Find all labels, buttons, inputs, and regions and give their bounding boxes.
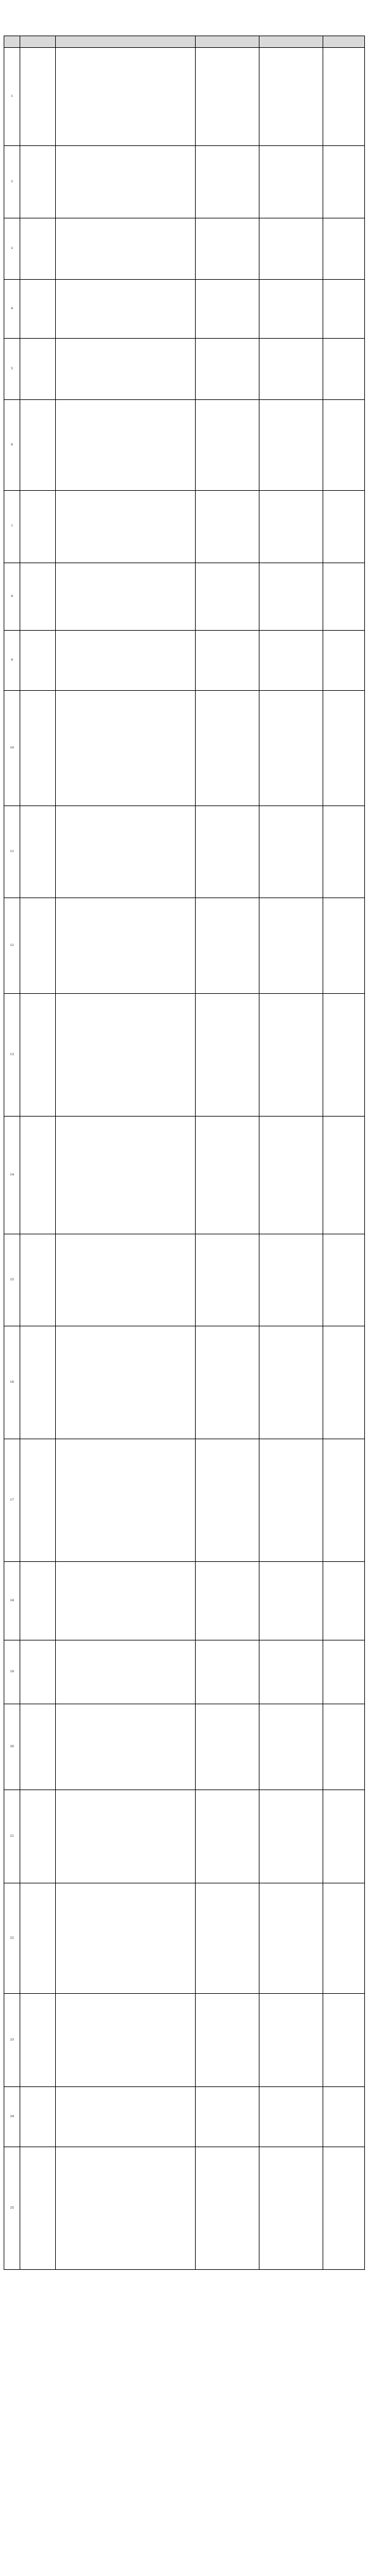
table-row [4,1439,365,1562]
cell-2021-target [196,146,259,218]
cell-item-name [20,691,56,806]
cell-2021-target [196,1439,259,1562]
cell-2022-target [259,280,323,339]
header-2021-target [196,36,259,48]
cell-2022-target [259,994,323,1117]
cell-2022-target [259,218,323,280]
cell-2021-target [196,48,259,146]
cell-main-content [56,1234,196,1326]
cell-main-content [56,2147,196,2270]
cell-responsible-unit [323,898,365,994]
cell-item-name [20,491,56,563]
table-row [4,218,365,280]
cell-item-name [20,806,56,898]
cell-2022-target [259,2087,323,2147]
cell-item-name [20,339,56,400]
cell-2022-target [259,491,323,563]
cell-2021-target [196,2087,259,2147]
cell-2021-target [196,2147,259,2270]
cell-number: 25 [4,2147,20,2270]
cell-number: 21 [4,1790,20,1883]
cell-2022-target [259,898,323,994]
cell-number: 17 [4,1439,20,1562]
cell-main-content [56,280,196,339]
table-row [4,1640,365,1704]
table-row [4,1790,365,1883]
cell-number: 10 [4,691,20,806]
cell-number: 23 [4,1994,20,2087]
cell-responsible-unit [323,280,365,339]
cell-responsible-unit [323,1439,365,1562]
cell-2021-target [196,1640,259,1704]
cell-number: 15 [4,1234,20,1326]
cell-number: 4 [4,280,20,339]
cell-responsible-unit [323,563,365,631]
cell-2022-target [259,48,323,146]
cell-2021-target [196,1326,259,1439]
cell-item-name [20,1883,56,1994]
table-row [4,563,365,631]
table-row [4,1883,365,1994]
cell-2022-target [259,146,323,218]
cell-number: 5 [4,339,20,400]
cell-2021-target [196,631,259,691]
cell-item-name [20,280,56,339]
cell-2022-target [259,1883,323,1994]
cell-main-content [56,898,196,994]
cell-2021-target [196,491,259,563]
table-row [4,280,365,339]
cell-item-name [20,1704,56,1790]
cell-item-name [20,631,56,691]
cell-2021-target [196,1562,259,1640]
cell-2021-target [196,1883,259,1994]
cell-main-content [56,339,196,400]
cell-2022-target [259,1640,323,1704]
cell-main-content [56,1640,196,1704]
cell-2021-target [196,898,259,994]
cell-responsible-unit [323,1790,365,1883]
cell-main-content [56,1704,196,1790]
table-row [4,400,365,491]
cell-responsible-unit [323,1326,365,1439]
cell-2022-target [259,691,323,806]
cell-number: 6 [4,400,20,491]
cell-2021-target [196,339,259,400]
cell-item-name [20,1994,56,2087]
cell-number: 18 [4,1562,20,1640]
cell-2021-target [196,806,259,898]
cell-number: 13 [4,994,20,1117]
attachment-label [4,2,40,11]
table-row [4,631,365,691]
cell-item-name [20,1234,56,1326]
table-row [4,1234,365,1326]
cell-responsible-unit [323,48,365,146]
cell-main-content [56,1994,196,2087]
document-title [123,16,245,29]
cell-number: 24 [4,2087,20,2147]
cell-main-content [56,48,196,146]
table-row [4,491,365,563]
cell-2021-target [196,691,259,806]
header-2022-target [259,36,323,48]
cell-item-name [20,2087,56,2147]
cell-number: 2 [4,146,20,218]
cell-main-content [56,1117,196,1234]
cell-item-name [20,1790,56,1883]
cell-responsible-unit [323,2147,365,2270]
cell-main-content [56,1326,196,1439]
cell-main-content [56,994,196,1117]
cell-2021-target [196,1704,259,1790]
cell-number: 12 [4,898,20,994]
cell-main-content [56,400,196,491]
cell-2021-target [196,1790,259,1883]
cell-2022-target [259,1562,323,1640]
cell-responsible-unit [323,2087,365,2147]
cell-number: 19 [4,1640,20,1704]
header-item-name [20,36,56,48]
cell-item-name [20,218,56,280]
cell-main-content [56,1439,196,1562]
table-header-row [4,36,365,48]
table-row [4,48,365,146]
cell-responsible-unit [323,339,365,400]
cell-number: 11 [4,806,20,898]
cell-2022-target [259,1117,323,1234]
cell-responsible-unit [323,1883,365,1994]
table-row [4,1326,365,1439]
cell-responsible-unit [323,1994,365,2087]
cell-item-name [20,146,56,218]
cell-2022-target [259,806,323,898]
header-number [4,36,20,48]
cell-main-content [56,218,196,280]
cell-2022-target [259,563,323,631]
cell-item-name [20,563,56,631]
cell-number: 1 [4,48,20,146]
cell-number: 8 [4,563,20,631]
cell-main-content [56,1883,196,1994]
cell-main-content [56,1790,196,1883]
cell-number: 14 [4,1117,20,1234]
cell-2022-target [259,400,323,491]
cell-responsible-unit [323,491,365,563]
cell-number: 20 [4,1704,20,1790]
cell-2021-target [196,563,259,631]
cell-item-name [20,1439,56,1562]
table-row [4,691,365,806]
cell-responsible-unit [323,1640,365,1704]
table-row [4,339,365,400]
cell-responsible-unit [323,1562,365,1640]
cell-2022-target [259,1790,323,1883]
major-items-table [4,36,365,2270]
cell-2021-target [196,1234,259,1326]
cell-2022-target [259,1704,323,1790]
cell-number: 16 [4,1326,20,1439]
cell-2022-target [259,1326,323,1439]
cell-2021-target [196,994,259,1117]
cell-main-content [56,563,196,631]
cell-responsible-unit [323,146,365,218]
table-row [4,806,365,898]
cell-number: 22 [4,1883,20,1994]
cell-2021-target [196,1117,259,1234]
cell-2022-target [259,339,323,400]
cell-responsible-unit [323,218,365,280]
cell-main-content [56,1562,196,1640]
table-body [4,48,365,2270]
table-row [4,1117,365,1234]
header-responsible-unit [323,36,365,48]
cell-item-name [20,994,56,1117]
cell-responsible-unit [323,400,365,491]
cell-number: 7 [4,491,20,563]
header-main-content [56,36,196,48]
table-row [4,994,365,1117]
cell-main-content [56,806,196,898]
cell-item-name [20,1326,56,1439]
cell-number: 3 [4,218,20,280]
cell-item-name [20,1640,56,1704]
cell-main-content [56,491,196,563]
cell-2022-target [259,631,323,691]
cell-2022-target [259,1439,323,1562]
table-row [4,898,365,994]
cell-responsible-unit [323,1234,365,1326]
cell-number: 9 [4,631,20,691]
table-row [4,1994,365,2087]
cell-main-content [56,2087,196,2147]
cell-2021-target [196,280,259,339]
cell-item-name [20,1562,56,1640]
cell-main-content [56,146,196,218]
cell-main-content [56,691,196,806]
cell-main-content [56,631,196,691]
cell-item-name [20,48,56,146]
cell-responsible-unit [323,691,365,806]
cell-responsible-unit [323,994,365,1117]
table-row [4,1562,365,1640]
table-row [4,1704,365,1790]
cell-responsible-unit [323,631,365,691]
cell-responsible-unit [323,1704,365,1790]
cell-item-name [20,400,56,491]
cell-2021-target [196,218,259,280]
cell-2021-target [196,1994,259,2087]
table-row [4,2087,365,2147]
cell-item-name [20,1117,56,1234]
cell-responsible-unit [323,806,365,898]
cell-responsible-unit [323,1117,365,1234]
cell-2021-target [196,400,259,491]
cell-2022-target [259,1234,323,1326]
cell-2022-target [259,2147,323,2270]
cell-item-name [20,2147,56,2270]
table-row [4,146,365,218]
cell-item-name [20,898,56,994]
table-row [4,2147,365,2270]
cell-2022-target [259,1994,323,2087]
